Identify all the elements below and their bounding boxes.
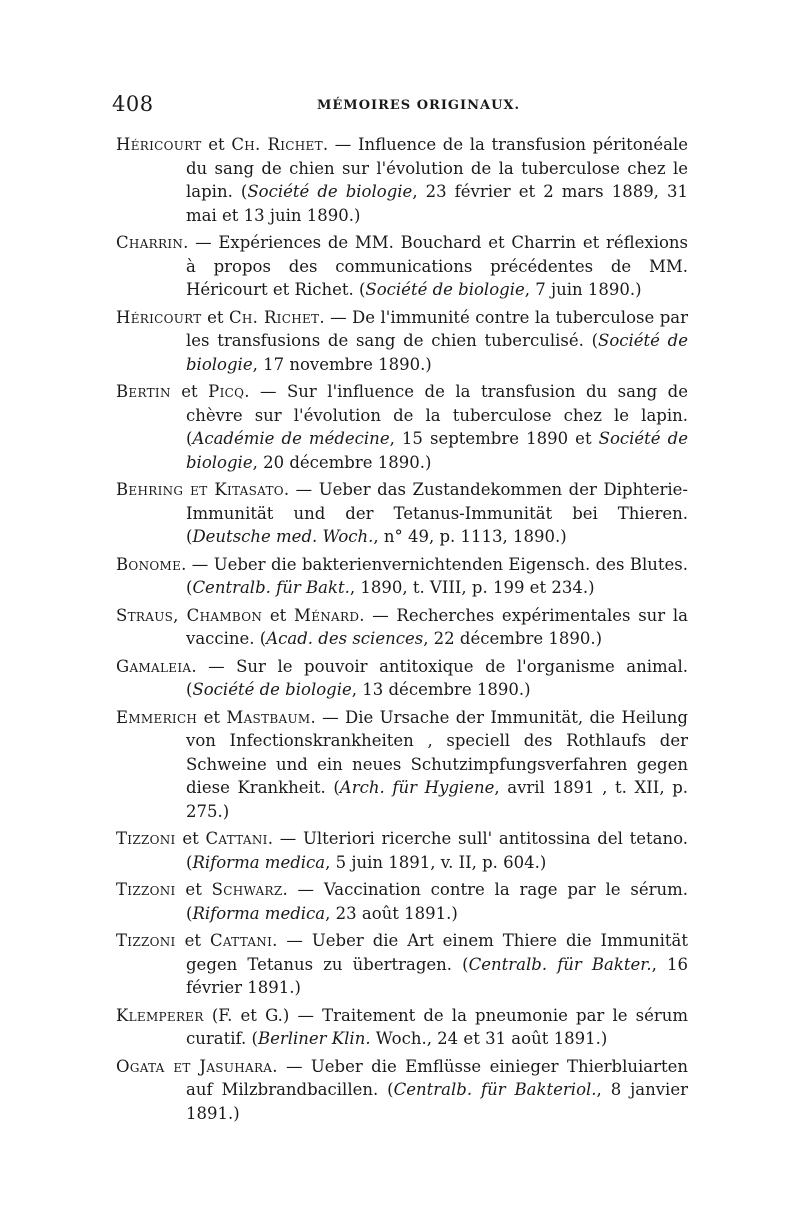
reference-source: Société de biologie: [365, 280, 525, 299]
reference-dash: . —: [267, 829, 303, 848]
reference-dash: . —: [181, 554, 214, 574]
reference-title: Expériences de MM. Bouchard et Charrin et réflexions à propos des communications précédentes de MM. Héricourt et Richet. (: [186, 233, 688, 299]
reference-source: Société de biologie: [186, 331, 688, 374]
reference-details: , 5 juin 1891, v. II, p. 604.): [325, 852, 547, 872]
reference-title: Ueber die Emflüsse einieger Thierbluiarten auf Milzbrandbacillen. (: [186, 1056, 688, 1099]
reference-details: , 7 juin 1890.): [524, 280, 642, 299]
reference-connector: (F. et G.): [203, 1005, 290, 1025]
reference-title: Ueber die Art einem Thiere die Immunität gegen Tetanus zu übertragen. (: [186, 931, 688, 974]
reference-author: Bertin: [116, 382, 171, 401]
reference-title: Sur le pouvoir antitoxique de l'organisme animal. (: [186, 656, 688, 699]
reference-details: , 1890, t. VIII, p. 199 et 234.): [349, 578, 595, 597]
reference-entry: [116, 604, 688, 651]
reference-entry: [116, 133, 688, 227]
reference-dash: . —: [183, 233, 219, 252]
reference-entry: [116, 380, 688, 474]
reference-entry: [116, 655, 688, 702]
reference-details: , 23 février et 2 mars 1889, 31 mai et 13 juin 1890.): [186, 182, 688, 225]
reference-source: Berliner Klin.: [257, 1029, 371, 1048]
running-title: MÉMOIRES ORIGINAUX.: [317, 98, 521, 113]
reference-entry: [116, 878, 688, 925]
reference-title: Ulteriori ricerche sull' antitossina del tetano. (: [186, 829, 688, 872]
page-header: [112, 92, 692, 128]
reference-entry: [116, 231, 688, 302]
reference-connector: et: [170, 382, 209, 401]
reference-source: Deutsche med. Woch.: [192, 527, 374, 546]
reference-author: Cattani: [205, 829, 268, 848]
reference-connector: et: [201, 135, 232, 154]
reference-author: Klemperer: [116, 1005, 204, 1025]
reference-dash: . —: [282, 880, 324, 899]
reference-author: Ogata et Jasuhara: [116, 1056, 273, 1076]
reference-dash: . —: [272, 931, 312, 950]
reference-entry: [116, 929, 688, 1000]
reference-entry: [116, 706, 688, 824]
reference-entry: [116, 1055, 688, 1126]
reference-author: Héricourt: [116, 135, 202, 154]
reference-source: Centralb. für Bakteriol.: [393, 1080, 597, 1099]
reference-author: Ch. Richet: [228, 307, 320, 327]
reference-entry: [116, 827, 688, 874]
reference-connector: et: [175, 829, 206, 848]
reference-title: Influence de la transfusion péritonéale du sang de chien sur l'évolution de la tuberculose chez le lapin. (: [186, 135, 689, 201]
reference-author: Behring et Kitasato: [116, 480, 284, 499]
reference-details: , 22 décembre 1890.): [423, 629, 603, 648]
reference-author: Charrin: [116, 233, 184, 252]
reference-details: , n° 49, p. 1113, 1890.): [373, 527, 567, 546]
reference-details: , 17 novembre 1890.): [252, 354, 432, 374]
reference-title: Sur l'influence de la transfusion du sang de chèvre sur l'évolution de la tuberculose chez le lapin. (: [186, 382, 688, 448]
reference-author: Straus, Chambon: [116, 605, 263, 625]
reference-details: , 8 janvier 1891.): [186, 1080, 688, 1123]
reference-connector: et: [201, 307, 229, 327]
reference-title: Ueber das Zustandekommen der Diphterie-Immunität und der Tetanus-Immunität bei Thieren. (: [186, 480, 688, 546]
reference-details: , 16 février 1891.): [186, 954, 688, 997]
reference-source: Centralb. für Bakter.: [468, 954, 652, 974]
reference-author: Héricourt: [116, 307, 202, 327]
reference-author: Emmerich: [116, 707, 198, 727]
reference-author: Picq: [208, 382, 245, 401]
reference-entry: [116, 306, 688, 377]
reference-author: Schwarz: [211, 880, 283, 899]
reference-dash: . —: [283, 480, 319, 499]
reference-source: Acad. des sciences: [266, 629, 424, 648]
reference-source: Centralb. für Bakt.: [192, 578, 350, 597]
reference-source: Riforma medica: [192, 903, 326, 923]
reference-details: , 15 septembre 1890 et: [389, 429, 599, 448]
reference-entry: [116, 478, 688, 549]
reference-source: Riforma medica: [192, 852, 326, 872]
reference-connector: et: [197, 707, 227, 727]
reference-author: Cattani: [209, 931, 273, 950]
reference-title: Traitement de la pneumonie par le sérum curatif. (: [186, 1005, 689, 1048]
reference-dash: . —: [272, 1056, 311, 1076]
reference-author: Bonome: [116, 554, 182, 574]
reference-dash: . —: [319, 307, 353, 327]
reference-author: Ménard: [294, 605, 360, 625]
reference-connector: et: [175, 880, 212, 899]
reference-dash: . —: [191, 656, 237, 676]
reference-source: Société de biologie: [247, 182, 413, 201]
reference-details: , avril 1891 , t. XII, p. 275.): [186, 778, 689, 821]
reference-title: Die Ursache der Immunität, die Heilung von Infectionskrankheiten , speciell des Rothlaufs der Schweine und ein neues Schutzimpfungsverfahren gegen diese Krankheit. (: [186, 707, 688, 797]
reference-dash: —: [289, 1005, 323, 1025]
reference-dash: . —: [244, 382, 287, 401]
reference-title: Vaccination contre la rage par le sérum. (: [186, 880, 688, 923]
reference-connector: et: [262, 605, 294, 625]
reference-dash: . —: [322, 135, 358, 154]
reference-author: Mastbaum: [226, 707, 311, 727]
reference-dash: . —: [359, 605, 397, 625]
reference-source: Académie de médecine: [192, 429, 390, 448]
reference-dash: . —: [310, 707, 345, 727]
reference-details: , 23 août 1891.): [325, 903, 458, 923]
reference-author: Ch. Richet: [231, 135, 323, 154]
reference-author: Tizzoni: [116, 880, 176, 899]
reference-list: [116, 133, 688, 1129]
reference-author: Gamaleia: [116, 656, 192, 676]
reference-source: Société de biologie: [186, 429, 688, 472]
reference-source: Arch. für Hygiene: [339, 778, 495, 797]
reference-source: Société de biologie: [192, 680, 352, 699]
reference-details: Woch., 24 et 31 août 1891.): [370, 1029, 608, 1048]
reference-entry: [116, 1004, 688, 1051]
reference-author: Tizzoni: [116, 829, 176, 848]
reference-details: , 20 décembre 1890.): [252, 452, 432, 472]
reference-connector: et: [175, 931, 210, 950]
reference-title: De l'immunité contre la tuberculose par les transfusions de sang de chien tuberculisé. (: [186, 307, 688, 350]
reference-author: Tizzoni: [116, 931, 176, 950]
reference-entry: [116, 553, 688, 600]
reference-title: Ueber die bakterienvernichtenden Eigensch. des Blutes. (: [186, 554, 688, 597]
page-number: 408: [112, 92, 154, 116]
reference-title: Recherches expérimentales sur la vaccine. (: [186, 605, 688, 648]
reference-details: , 13 décembre 1890.): [351, 680, 531, 699]
